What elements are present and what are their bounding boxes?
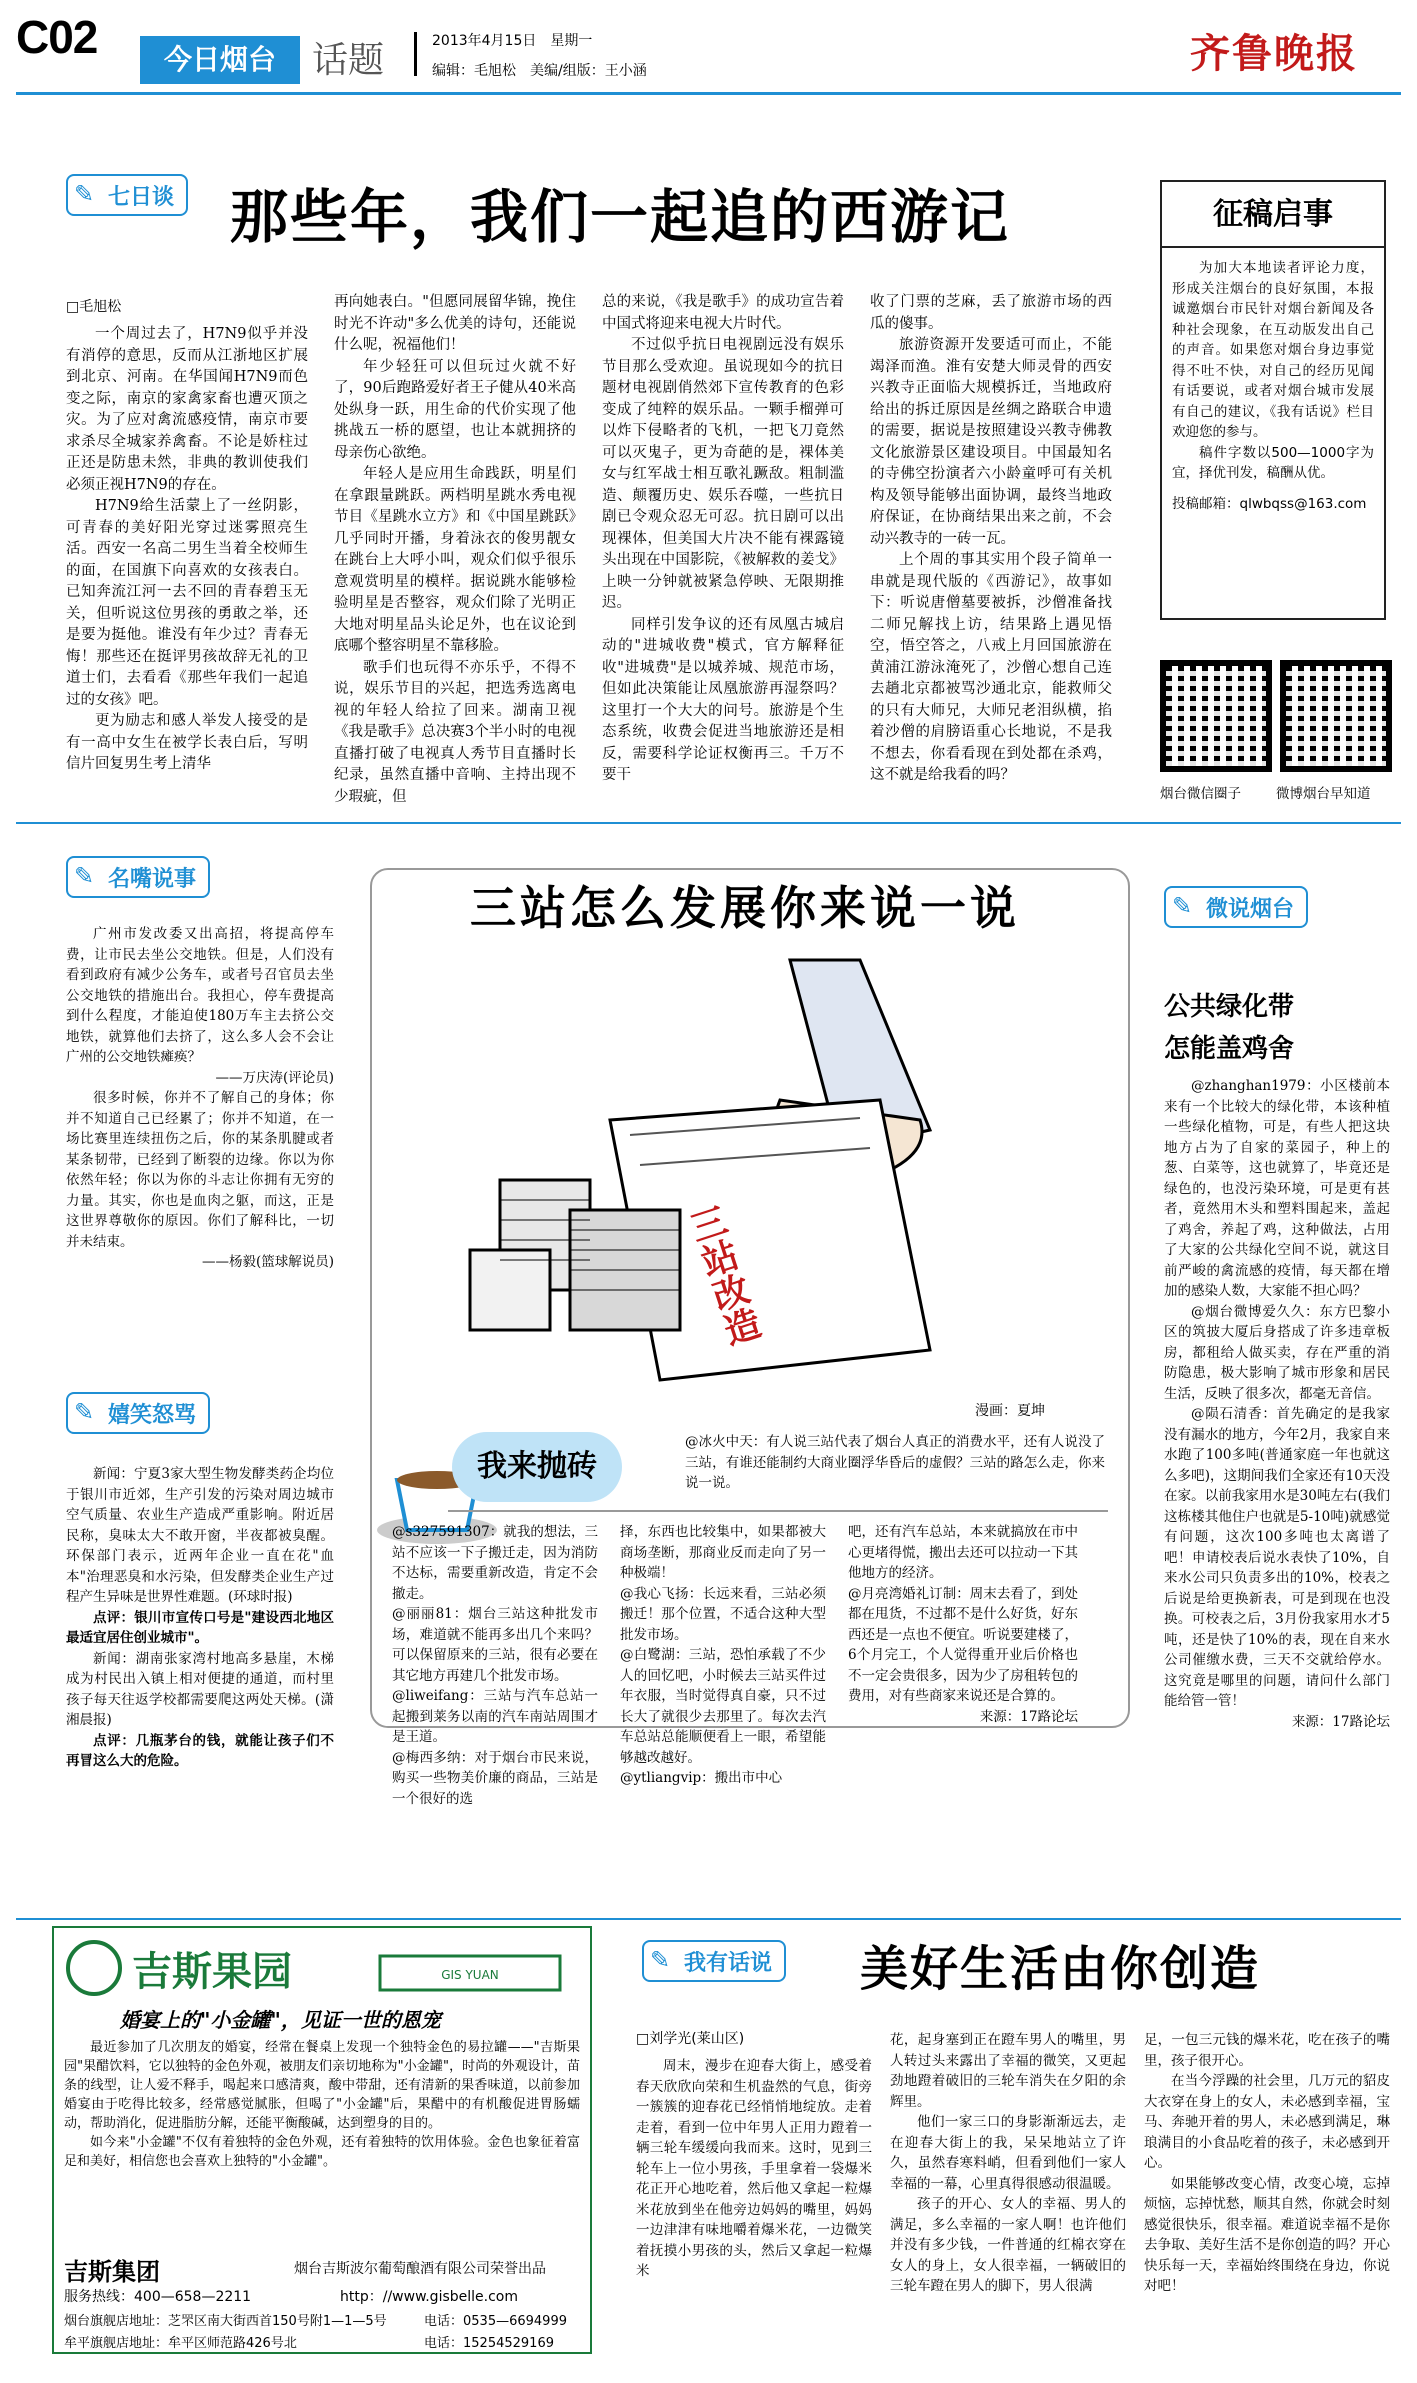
notice-email: 投稿邮箱：qlwbqss@163.com: [1172, 495, 1367, 512]
sanzhan-intro: @冰火中天：有人说三站代表了烟台人真正的消费水平，还有人说没了三站，有谁还能制约大商业圈浮华昏后的虚假？三站的路怎么走，你来说一说。: [685, 1434, 1105, 1491]
youhua-col-1: 周末，漫步在迎春大街上，感受着春天欣欣向荣和生机盎然的气息，街旁一簇簇的迎春花已经悄悄地绽放。走着走着，看到一位中年男人正用力蹬着一辆三轮车缓缓向我而来。这时，见到三轮车上一位小男孩，手里拿着一袋爆米花正开心地吃着，然后他又拿起一粒爆米花放到坐在他旁边妈妈的嘴里，妈妈一边津津有味地嚼着爆米花，一边微笑着抚摸小男孩的头，然后又拿起一粒爆米: [636, 2058, 872, 2279]
column-tag-xiaonu: ✎ 嬉笑怒骂: [66, 1392, 210, 1434]
paragraph: 不过似乎抗日电视剧远没有娱乐节目那么受欢迎。虽说现如今的抗日题材电视剧俏然郊下宣传教育的色彩变成了纯粹的娱乐品。一颗手榴弹可以炸下侵略者的飞机，一把飞刀竟然可以灭鬼子，更为奇葩的是，裸体美女与红军战士相互歌礼蹶敌。粗制滥造、颠覆历史、娱乐吞噬，一些抗日剧已令观众忍无可忍。抗日剧可以出现裸体，但美国大片决不能有裸露镜头出现在中国影院，《被解救的姜戈》上映一分钟就被紧急停映、无限期推迟。: [602, 337, 844, 611]
ad-store-2: 牟平旗舰店地址：牟平区师范路426号北: [64, 2336, 297, 2351]
pen-icon: ✎: [650, 1946, 671, 1974]
pen-icon: ✎: [74, 1398, 95, 1426]
section-rule: [16, 822, 1401, 824]
pen-icon: ✎: [1172, 892, 1193, 920]
header-rule: [16, 92, 1401, 95]
pen-icon: ✎: [74, 862, 95, 890]
sanzhan-col-1: @s327591307：就我的想法，三站不应该一下子搬迁走，因为消防不达标，需要重新改造，肯定不会撤走。 @丽丽81：烟台三站这种批发市场，难道就不能再多出几个来吗？可以保留原来的三站，很有必要在其它地方再建几个批发市场。 @liweifang：三站与汽车总站一起搬到莱务以南的汽车南站周围才是王道。 @梅西多纳：对于烟台市民来说，购买一些物美价廉的商品，三站是一个很好的选: [392, 1524, 598, 1807]
cartoon-illustration: [460, 950, 1060, 1390]
ad-hotline: 服务热线：400—658—2211: [64, 2289, 252, 2305]
mingzui-body: [66, 924, 334, 1273]
paragraph: 年少轻狂可以但玩过火就不好了，90后跑路爱好者王子健从40米高处纵身一跃，用生命的代价实现了他挑战五一桥的愿望，也让本就拥挤的母亲伤心欲绝。: [334, 358, 576, 461]
youhua-col-2: 花，起身塞到正在蹬车男人的嘴里，男人转过头来露出了幸福的微笑，又更起劲地蹬着破旧的三轮车消失在夕阳的余辉里。 他们一家三口的身影渐渐远去，走在迎春大街上的我，呆呆地站立了许久，虽然春寒料峭，但看到他们一家人幸福的一幕，心里真得很感动很温暖。 孩子的开心、女人的幸福、男人的满足，多么幸福的一家人啊！也许他们并没有多少钱，一件普通的红棉衣穿在女人的身上，女人很幸福，一辆破旧的三轮车蹬在男人的脚下，男人很满: [890, 2032, 1126, 2294]
divider: [448, 1510, 1108, 1512]
youhua-headline: 美好生活由你创造: [860, 1941, 1261, 1997]
qr-code-weibo[interactable]: [1280, 660, 1392, 772]
paragraph: 一个周过去了，H7N9似乎并没有消停的意思，反而从江浙地区扩展到北京、河南。在华国闻H7N9而色变之际，南京的家禽家畜也遭灭顶之灾。为了应对禽流感疫情，南京市要求杀尽全城家养禽畜。不论是娇柱过正还是防患未然，非典的教训使我们必须正视H7N9的存在。: [66, 326, 308, 493]
paragraph: 新闻：宁夏3家大型生物发酵类药企均位于银川市近郊，生产引发的污染对周边城市空气质量、农业生产造成严重影响。附近居民称，臭味太大不敢开窗，半夜都被臭醒。环保部门表示，近两年企业一直在花"血本"治理恶臭和水污染，但发酵类企业生产过程产生异味是世界性难题。(环球时报): [66, 1466, 334, 1605]
ad-cert: 烟台吉斯波尔葡萄酿酒有限公司荣誉出品: [294, 2261, 546, 2277]
main-column-2: [334, 292, 576, 808]
weishuo-body: @zhanghan1979：小区楼前本来有一个比较大的绿化带，本该种植一些绿化植物，可是，有些人把这块地方占为了自家的菜园子，种上的葱、白菜等，这也就算了，毕竟还是绿色的，也没污染环境，可是更有甚者，竟然用木头和塑料围起来，盖起了鸡舍，养起了鸡，这种做法，占用了大家的公共绿化空间不说，就这目前严峻的禽流感的疫情，每天都在增加的感染人数，大家能不担心吗？ @烟台微博爱久久：东方巴黎小区的筑披大厦后身搭成了许多违章板房，都租给人做买卖，存在严重的消防隐患，极大影响了城市形象和居民生活，反映了很多次，都毫无音信。 @陨石清香：首先确定的是我家没有漏水的地方，今年2月，我家自来水跑了100多吨(普通家庭一年也就这么多吧)，这期间我们全家还有10天没在家。以前我家用水是30吨左右(我们这栋楼其他住户也就是5-10吨)就感觉有问题，这次100多吨也太离谱了吧！申请校表后说水表快了10%，自来水公司只负责多出的10%，校表之后说是给更换新表，可是到现在也没换。可校表之后，3月份我家用水才5吨，还是快了10%的表，现在自来水公司催缴水费，三天不交就给停水。这究竟是哪里的问题，请问什么部门能给管一管！ 来源：17路论坛: [1164, 1076, 1390, 1732]
sanzhan-col-2: 择，东西也比较集中，如果都被大商场垄断，那商业反而走向了另一种极端！ @我心飞扬：长远来看，三站必须搬迁！那个位置，不适合这种大型批发市场。 @白鹭湖：三站，恐怕承载了不少人的回忆吧，小时候去三站买件过年衣服，当时觉得真自豪，只不过长大了就很少去那里了。每次去汽车总站总能顺便看上一眼，希望能够越改越好。 @ytliangvip：搬出市中心: [620, 1524, 826, 1786]
paragraph: 广州市发改委又出高招，将提高停车费，让市民去坐公交地铁。但是，人们没有看到政府有减少公务车，或者号召官员去坐公交地铁的措施出台。我担心，停车费提高到什么程度，才能迫使180万车主去挤公交地铁，就算他们去挤了，这么多人会不会让广州的公交地铁瘫痪？: [66, 926, 334, 1065]
call-for-papers-box: [1160, 180, 1386, 620]
author-byline: □毛旭松: [66, 299, 122, 315]
paragraph: 歌手们也玩得不亦乐乎，不得不说，娱乐节目的兴起，把选秀选离电视的年轻人给拉了回来。湖南卫视《我是歌手》总决赛3个半小时的电视直播打破了电视真人秀节目直播时长纪录，虽然直播中音响、主持出现不少瑕疵，但: [334, 659, 576, 805]
ad-brand: 吉斯果园: [132, 1948, 292, 1995]
column-tag-youhua: ✎ 我有话说: [642, 1940, 786, 1982]
paragraph: 新闻：湖南张家湾村地高多悬崖，木梯成为村民出入镇上相对便捷的通道，而村里孩子每天往返学校都需要爬这两处天梯。(潇湘晨报): [66, 1650, 334, 1728]
qr-code-wechat[interactable]: [1160, 660, 1272, 772]
section-rule: [16, 1918, 1401, 1920]
paragraph: 年轻人是应用生命践跃，明星们在拿跟量跳跃。两档明星跳水秀电视节目《星跳水立方》和《中国星跳跃》几乎同时开播，身着泳衣的俊男靓女在跳台上大呼小叫，观众们似乎很乐意观赏明星的模样。据说跳水能够检验明星是否整容，观众们除了光明正大地对明星品头论足外，也在议论到底哪个整容明星不靠移脸。: [334, 466, 576, 654]
notice-words: 稿件字数以500—1000字为宜，择优刊发，稿酬从优。: [1172, 444, 1374, 481]
paragraph: 更为励志和感人举发人接受的是有一高中女生在被学长表白后，写明信片回复男生考上清华: [66, 713, 308, 772]
weishuo-title-1: 公共绿化带: [1164, 992, 1295, 1022]
paragraph: H7N9给生活蒙上了一丝阴影，可青春的美好阳光穿过迷雾照亮生活。西安一名高二男生当着全校师生的面，在国旗下向喜欢的女孩表白。已知奔流江河一去不回的青春碧玉无关，但听说这位男孩的勇敢之举，还是要为挺他。谁没有年少过？青春无悔！那些还在挺评男孩故辞无礼的卫道士们，去看看《那些年我们一起追过的女孩》吧。: [66, 498, 308, 708]
column-tag-qiritan: ✎ 七日谈: [66, 174, 188, 216]
ad-website[interactable]: http：//www.gisbelle.com: [340, 2289, 519, 2305]
page-number: C02: [16, 11, 98, 63]
qr-label-weibo: 微博烟台早知道: [1276, 786, 1371, 802]
main-column-1: [66, 324, 308, 776]
source: 来源：17路论坛: [979, 1708, 1078, 1725]
section-badge: 今日烟台: [140, 36, 300, 84]
notice-title: 征稿启事: [1162, 182, 1384, 248]
youhua-author: □刘学光(莱山区): [636, 2031, 745, 2047]
paragraph: 总的来说，《我是歌手》的成功宣告着中国式将迎来电视大片时代。: [602, 294, 844, 332]
source: 来源：17路论坛: [1291, 1713, 1390, 1730]
ad-company: 吉斯集团: [64, 2258, 160, 2286]
column-tag-weishuo: ✎ 微说烟台: [1164, 886, 1308, 928]
brand-logo-icon: [66, 1940, 122, 1996]
notice-body: 为加大本地读者评论力度，形成关注烟台的良好氛围，本报诚邀烟台市民针对烟台新闻及各种社会现象，在互动版发出自己的声音。如果您对烟台身边事觉得不吐不快，对自己的经历见闻有话要说，或者对烟台城市发展有自己的建议，《我有话说》栏目欢迎您的参与。: [1172, 260, 1374, 440]
paragraph: 很多时候，你并不了解自己的身体；你并不知道自己已经累了；你并不知道，在一场比赛里连续扭伤之后，你的某条肌腱或者某条韧带，已经到了断裂的边缘。你以为你依然年轻；你以为你的斗志让你拥有无穷的力量。其实，你也是血肉之躯，而这，正是这世界尊敬你的原因。你们了解科比，一切并未结束。: [66, 1090, 334, 1250]
divider: [414, 32, 417, 76]
newspaper-logo: 齐鲁晚报: [1190, 30, 1358, 77]
paragraph: 上个周的事其实用个段子简单一串就是现代版的《西游记》，故事如下：听说唐僧墓要被拆，沙僧准备找二师兄解找上访，结果路上遇见悟空，悟空答之，八戒上月回国旅游在黄浦江游泳淹死了，沙僧心想自己连去趟北京都被骂沙通北京，能救师父的只有大师兄，大师兄老泪纵横，掐着沙僧的肩膀语重心长地说，不是我不想去，你看看现在到处都在杀鸡，这不就是给我看的吗？: [870, 552, 1112, 783]
ad-phone-2: 电话：15254529169: [424, 2336, 554, 2351]
cartoon-caption: 漫画：夏坤: [975, 1403, 1045, 1419]
pen-icon: ✎: [74, 180, 95, 208]
column-tag-mingzui: ✎ 名嘴说事: [66, 856, 210, 898]
main-headline: 那些年，我们一起追的西游记: [230, 183, 1011, 251]
paragraph: 同样引发争议的还有凤凰古城启动的"进城收费"模式，官方解释征收"进城费"是以城养城、规范市场，但如此决策能让凤凰旅游再湿祭吗？这里打一个大大的问号。旅游是个生态系统，收费会促进当地旅游还是相反，需要科学论证权衡再三。千万不要干: [602, 616, 844, 783]
issue-date: 2013年4月15日 星期一: [432, 33, 593, 49]
sign-text: 三站改造: [680, 1200, 765, 1351]
ad-phone-1: 电话：0535—6694999: [424, 2314, 567, 2329]
comment: 点评：银川市宣传口号是"建设西北地区最适宜居住创业城市"。: [66, 1609, 334, 1646]
ad-store-1: 烟台旗舰店地址：芝罘区南大街西首150号附1—1—5号: [64, 2314, 387, 2329]
topic-label: 话题: [312, 40, 385, 81]
paragraph: 再向她表白。"但愿同展留华锦，挽住时光不许动"多么优美的诗句，还能说什么呢，祝福他们！: [334, 294, 576, 353]
main-column-3: [602, 292, 844, 787]
sanzhan-title: 三站怎么发展你来说一说: [420, 872, 1070, 938]
paragraph: 收了门票的芝麻，丢了旅游市场的西瓜的傻事。: [870, 294, 1112, 332]
column-tag-paozhuan: 我来抛砖: [452, 1432, 622, 1502]
editor-line: 编辑：毛旭松 美编/组版：王小涵: [432, 63, 647, 79]
signature: ——杨毅(篮球解说员): [201, 1254, 334, 1270]
paragraph: 旅游资源开发要适可而止，不能竭泽而渔。淮有安楚大师灵骨的西安兴教寺正面临大规模拆迁，当地政府给出的拆迁原因是丝绸之路联合申遗的需要，据说是按照建设兴教寺佛教文化旅游景区建设项目。中国最知名的寺佛空扮演者六小龄童呼可有关机构及领导能够出面协调，最终当地政府保证，在协商结果出来之前，不会动兴教寺的一砖一瓦。: [870, 337, 1112, 547]
weishuo-title-2: 怎能盖鸡舍: [1164, 1034, 1295, 1064]
comment: 点评：几瓶茅台的钱，就能让孩子们不再冒这么大的危险。: [66, 1732, 334, 1769]
qr-label-wechat: 烟台微信圈子: [1160, 786, 1241, 802]
xiaonu-body: [66, 1464, 334, 1772]
ad-slogan: 婚宴上的"小金罐"，见证一世的恩宠: [120, 2008, 441, 2032]
signature: ——万庆涛(评论员): [215, 1069, 334, 1086]
youhua-col-3: 足，一包三元钱的爆米花，吃在孩子的嘴里，孩子很开心。 在当今浮躁的社会里，几万元的貂皮大衣穿在身上的女人，未必感到幸福，宝马、奔驰开着的男人，未必感到满足，琳琅满目的小食品吃着的孩子，未必感到开心。 如果能够改变心情，改变心境，忘掉烦恼，忘掉忧愁，顺其自然，你就会时刻感觉很快乐，很幸福。难道说幸福不是你去争取、美好生活不是你创造的吗？开心快乐每一天，幸福始终围绕在身边，你说对吧！: [1144, 2032, 1390, 2294]
vineyard-illustration: [360, 1936, 580, 1996]
main-column-4: [870, 292, 1112, 787]
ad-body: 最近参加了几次朋友的婚宴，经常在餐桌上发现一个独特金色的易拉罐——"吉斯果园"果醋饮料，它以独特的金色外观，被朋友们亲切地称为"小金罐"，时尚的外观设计，苗条的线型，让人爱不释手，喝起来口感清爽，酸中带甜，还有清新的果香味道，以前参加婚宴由于吃得比较多，经常感觉腻胀，但喝了"小金罐"后，果醋中的有机酸促进胃肠蠕动，帮助消化，促进脂肪分解，还能平衡酸碱，达到塑身的目的。 如今来"小金罐"不仅有着独特的金色外观，还有着独特的饮用体验。金色也象征着富足和美好，相信您也会喜欢上独特的"小金罐"。: [64, 2040, 580, 2169]
sanzhan-col-3: 吧，还有汽车总站，本来就搞放在市中心更堵得慌，搬出去还可以拉动一下其他地方的经济。 @月亮湾婚礼订制：周末去看了，到处都在甩货，不过都不是什么好货，好东西还是一点也不便宜。听说要建楼了，6个月完工，个人觉得重开业后价格也不一定会贵很多，因为少了房租转包的费用，对有些商家来说还是合算的。 来源：17路论坛: [848, 1522, 1078, 1727]
vineyard-label: GIS YUAN: [441, 1968, 499, 1982]
